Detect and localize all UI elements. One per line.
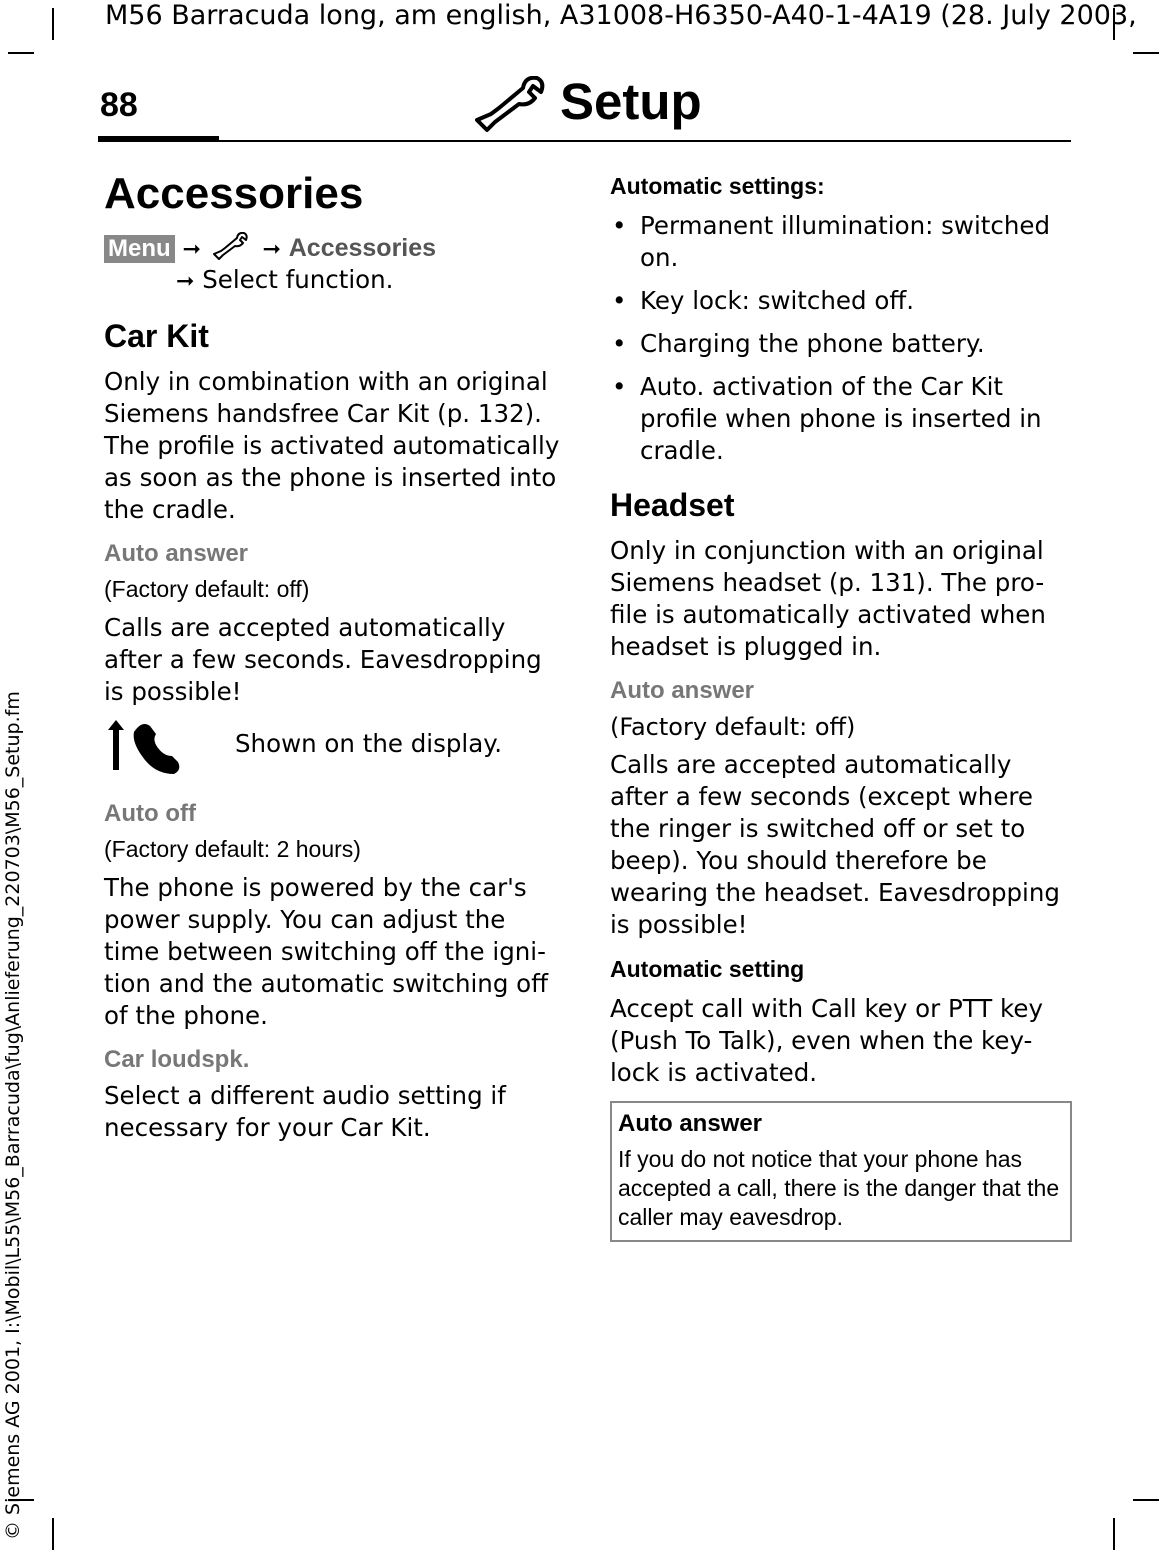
note-title: Auto answer	[618, 1110, 763, 1137]
list-item: • Permanent illumination: switched on.	[610, 210, 1070, 274]
list-item: • Charging the phone battery.	[610, 328, 1070, 360]
nav-action: Select function.	[202, 265, 394, 294]
copyright-path: © Siemens AG 2001, I:\Mobil\L55\M56_Barracuda\fug\Anlieferung_220703\M56_Setup.fm	[2, 691, 24, 1540]
factory-default: (Factory default: off)	[104, 576, 310, 602]
headset-heading: Headset	[610, 487, 735, 523]
factory-default: (Factory default: 2 hours)	[104, 836, 361, 862]
arrow-icon: ➞	[262, 237, 281, 262]
section-title: Setup	[560, 73, 702, 130]
note-body: If you do not notice that your phone has accepted a call, there is the danger that the caller may eavesdrop.	[618, 1146, 1060, 1230]
crop-mark	[52, 1518, 54, 1550]
left-column	[104, 168, 562, 1154]
crop-mark	[1113, 1518, 1115, 1550]
menu-path	[104, 232, 562, 298]
factory-default: (Factory default: off)	[610, 713, 856, 741]
crop-mark	[1133, 1499, 1159, 1501]
arrow-icon: ➞	[182, 237, 201, 262]
right-column	[610, 170, 1070, 1242]
menu-item-accessories[interactable]: Accessories	[288, 234, 437, 262]
auto-settings-list	[610, 210, 1070, 467]
arrow-icon: ➞	[176, 269, 195, 294]
warning-note	[610, 1101, 1072, 1242]
auto-answer-text: Calls are accepted automatically after a few seconds. Eavesdropping is possible!	[104, 613, 542, 706]
carkit-heading: Car Kit	[104, 318, 209, 354]
auto-answer-phone-icon	[104, 718, 186, 774]
auto-setting-text: Accept call with Call key or PTT key (Push To Talk), even when the key-lock is activated.	[610, 994, 1043, 1087]
auto-off-heading: Auto off	[104, 800, 196, 827]
crop-mark	[1133, 52, 1159, 54]
display-text: Shown on the display.	[235, 729, 503, 758]
page-heading: Accessories	[104, 169, 364, 218]
headset-auto-answer-heading: Auto answer	[610, 677, 755, 704]
list-item: • Auto. activation of the Car Kit profile when phone is inserted in cradle.	[610, 371, 1070, 467]
header-rule	[98, 140, 1071, 142]
auto-settings-heading: Automatic settings:	[610, 173, 825, 199]
list-item: • Key lock: switched off.	[610, 285, 1070, 317]
crop-mark	[8, 52, 34, 54]
wrench-icon	[473, 76, 553, 136]
car-loudspk-text: Select a different audio setting if necessary for your Car Kit.	[104, 1081, 506, 1142]
auto-setting-heading: Automatic setting	[610, 956, 805, 982]
menu-key[interactable]: Menu	[104, 235, 175, 263]
headset-auto-answer-text: Calls are accepted automatically after a few seconds (except where the ringer is switched off or set to beep). You should therefore be wearing the headset. Eavesdropping is possible!	[610, 750, 1060, 939]
auto-answer-heading: Auto answer	[104, 540, 249, 567]
headset-intro: Only in conjunction with an original Siemens headset (p. 131). The pro-file is automatically activated when headset is plugged in.	[610, 536, 1046, 661]
display-indicator	[104, 718, 562, 786]
auto-off-text: The phone is powered by the car's power supply. You can adjust the time between switching off the igni-tion and the automatic switching off of the phone.	[104, 873, 549, 1030]
crop-mark	[52, 8, 54, 40]
wrench-icon	[209, 232, 255, 262]
document-header: M56 Barracuda long, am english, A31008-H6350-A40-1-4A19 (28. July 2003,	[105, 0, 1137, 31]
car-loudspk-heading: Car loudspk.	[104, 1046, 250, 1073]
carkit-intro: Only in combination with an original Siemens handsfree Car Kit (p. 132). The profile is activated automatically as soon as the phone is inserted into the cradle.	[104, 367, 560, 524]
page-number: 88	[100, 86, 138, 124]
